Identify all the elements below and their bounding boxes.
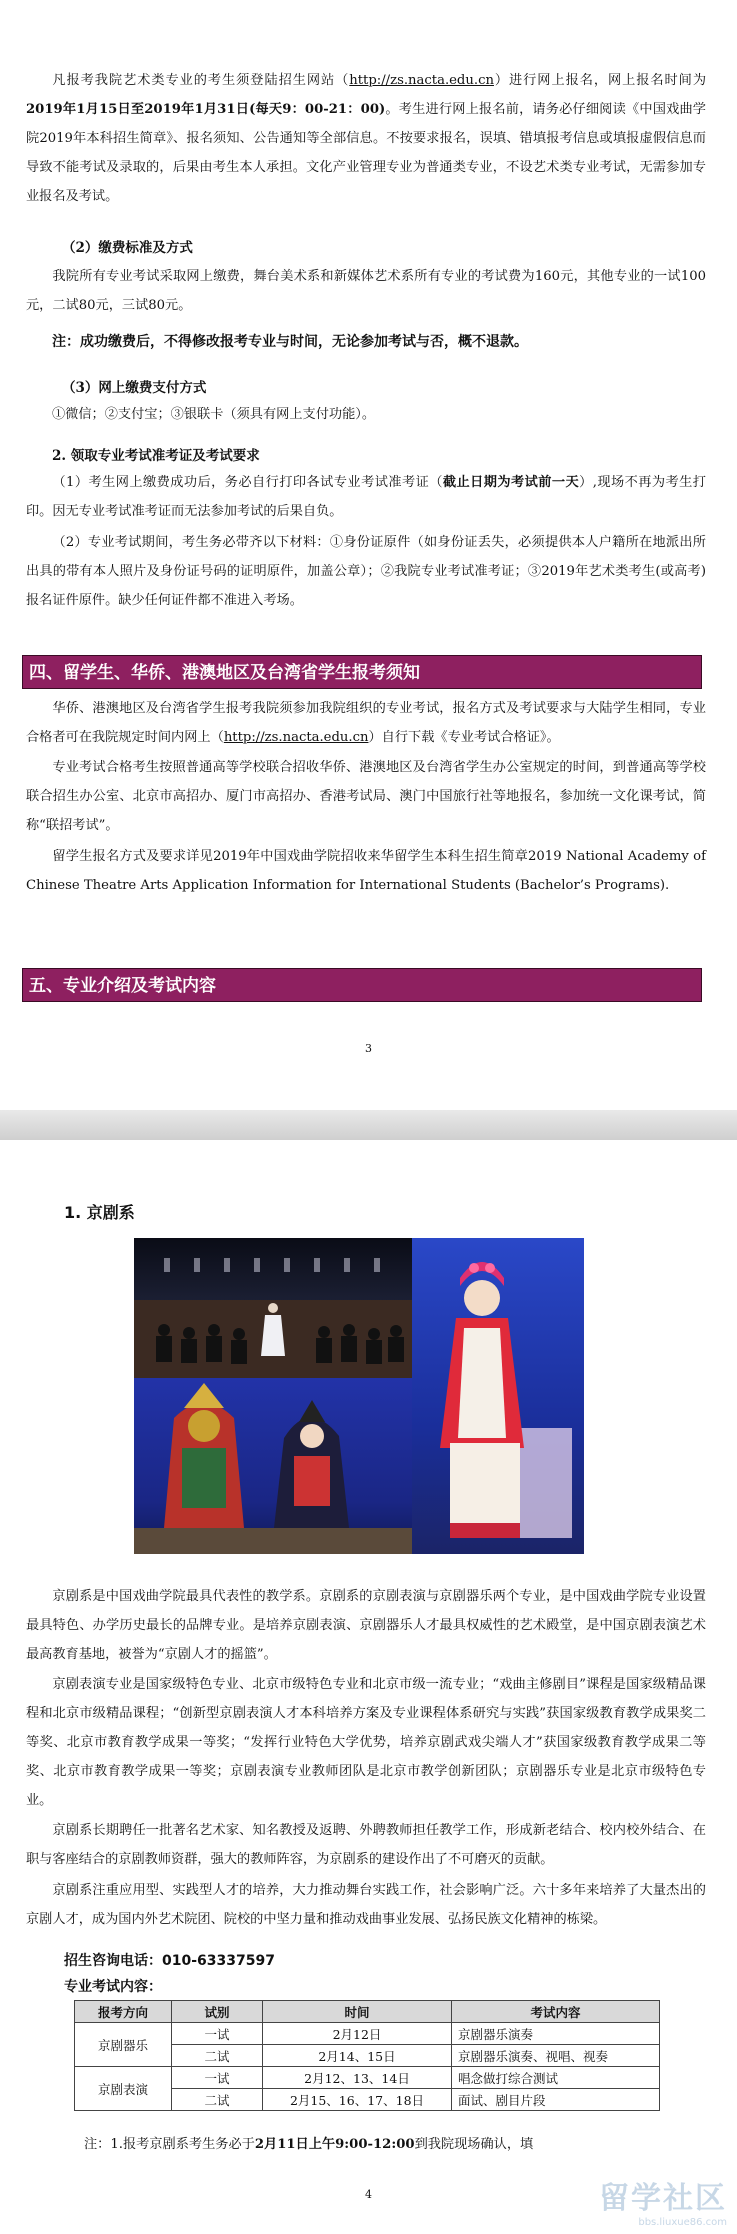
ticket-paragraph-2: （2）专业考试期间，考生务必带齐以下材料：①身份证原件（如身份证丢失，必须提供本人户籍所在地派出所出具的带有本人照片及身份证号码的证明原件，加盖公章）；②我院专业考试准考证；③2019年艺术类考生(或高考)报名证件原件。缺少任何证件都不准进入考场。 — [26, 535, 706, 608]
table-cell: 2月14、15日 — [263, 2045, 452, 2067]
reg-rest: 。考生进行网上报名前，请务必仔细阅读《中国戏曲学院2019年本科招生简章》、报名须知、公告通知等全部信息。不按要求报名，误填、错填报考信息或填报虚假信息而导致不能考试及录取的，后果由考生本人承担。文化产业管理专业为普通类专业，不设艺术类专业考试，无需参加专业报名及考试。 — [26, 102, 706, 204]
dept-title: 1. 京剧系 — [64, 1203, 135, 1222]
table-header-row — [75, 2001, 660, 2023]
registration-dates: 2019年1月15日至2019年1月31日(每天9：00-21：00) — [26, 102, 386, 117]
ticket-paragraph-1 — [26, 468, 706, 526]
watermark-logo: 留学社区 — [599, 2181, 727, 2216]
ticket-deadline: 截止日期为考试前一天 — [442, 475, 580, 490]
table-header: 报考方向 — [75, 2001, 172, 2023]
table-row — [75, 2067, 660, 2089]
footnote-c: 到我院现场确认，填 — [414, 2137, 534, 2152]
sec4-url-link[interactable]: http://zs.nacta.edu.cn — [223, 730, 369, 745]
table-cell: 京剧器乐演奏 — [452, 2023, 660, 2045]
page-3 — [0, 0, 737, 1110]
table-cell: 一试 — [172, 2067, 263, 2089]
payment-methods: ①微信；②支付宝；③银联卡（须具有网上支付功能）。 — [52, 407, 376, 422]
ticket-p1c: ）,现场不再为考生打印。因无专业考试准考证而无法参加考试的后果自负。 — [26, 475, 706, 519]
registration-url-link[interactable]: http://zs.nacta.edu.cn — [349, 73, 494, 88]
footnote-a: 注：1.报考京剧系考生务必于 — [84, 2137, 255, 2152]
exam-schedule-table — [74, 2000, 660, 2111]
performance-photo-collage — [134, 1238, 584, 1554]
table-header: 时间 — [263, 2001, 452, 2023]
table-cell: 2月15、16、17、18日 — [263, 2089, 452, 2111]
orchestra-photo — [134, 1238, 412, 1378]
section-4-banner: 四、留学生、华侨、港澳地区及台湾省学生报考须知 — [22, 655, 702, 689]
opera-scene-photo — [134, 1378, 412, 1554]
table-cell: 唱念做打综合测试 — [452, 2067, 660, 2089]
table-cell: 京剧器乐演奏、视唱、视奏 — [452, 2045, 660, 2067]
table-cell: 京剧表演 — [75, 2067, 172, 2111]
table-row — [75, 2023, 660, 2045]
watermark — [599, 2173, 727, 2228]
sec4-paragraph-2: 专业考试合格考生按照普通高等学校联合招收华侨、港澳地区及台湾省学生办公室规定的时间，到普通高等学校联合招生办公室、北京市高招办、厦门市高招办、香港考试局、澳门中国旅行社等地报名，参加统一文化课考试，简称“联招考试”。 — [26, 760, 706, 833]
section-5-banner: 五、专业介绍及考试内容 — [22, 968, 702, 1002]
sec4-p1a: 华侨、港澳地区及台湾省学生报考我院须参加我院组织的专业考试，报名方式及考试要求与大陆学生相同，专业合格者可在我院规定时间内网上（ — [26, 701, 706, 745]
table-header: 考试内容 — [452, 2001, 660, 2023]
table-cell: 2月12日 — [263, 2023, 452, 2045]
fee-subtitle: （2）缴费标准及方式 — [62, 240, 193, 256]
fee-paragraph: 我院所有专业考试采取网上缴费，舞台美术系和新媒体艺术系所有专业的考试费为160元，其他专业的一试100元，二试80元，三试80元。 — [26, 269, 706, 313]
page-separator — [0, 1110, 737, 1140]
footnote — [84, 2130, 684, 2159]
dept-intro-paragraph-4: 京剧系注重应用型、实践型人才的培养，大力推动舞台实践工作，社会影响广泛。六十多年来培养了大量杰出的京剧人才，成为国内外艺术院团、院校的中坚力量和推动戏曲事业发展、弘扬民族文化精神的栋梁。 — [26, 1883, 706, 1927]
ticket-subtitle: 2. 领取专业考试准考证及考试要求 — [52, 448, 260, 464]
footnote-date: 2月11日上午9:00-12:00 — [254, 2137, 415, 2152]
table-cell: 一试 — [172, 2023, 263, 2045]
admissions-phone: 招生咨询电话：010-63337597 — [64, 1953, 275, 1969]
actress-photo — [412, 1238, 584, 1554]
table-header: 试别 — [172, 2001, 263, 2023]
page-4 — [0, 1140, 737, 2234]
page-number: 3 — [365, 1042, 372, 1055]
sec4-p1b: ）自行下载《专业考试合格证》。 — [368, 730, 560, 745]
dept-intro-paragraph-3: 京剧系长期聘任一批著名艺术家、知名教授及返聘、外聘教师担任教学工作，形成新老结合、校内校外结合、在职与客座结合的京剧教师资群，强大的教师阵容，为京剧系的建设作出了不可磨灭的贡献。 — [26, 1823, 706, 1867]
payment-subtitle: （3）网上缴费支付方式 — [62, 380, 207, 396]
sec4-paragraph-3: 留学生报名方式及要求详见2019年中国戏曲学院招收来华留学生本科生招生简章2019 National Academy of Chinese Theatre Arts Application Information for International Students (Bachelor’s Programs). — [26, 849, 706, 893]
registration-paragraph — [26, 66, 706, 211]
sec4-paragraph-1 — [26, 694, 706, 752]
dept-intro-paragraph-1: 京剧系是中国戏曲学院最具代表性的教学系。京剧系的京剧表演与京剧器乐两个专业，是中国戏曲学院专业设置最具特色、办学历史最长的品牌专业。是培养京剧表演、京剧器乐人才最具权威性的艺术殿堂，是中国京剧表演艺术最高教育基地，被誉为“京剧人才的摇篮”。 — [26, 1589, 706, 1662]
table-cell: 二试 — [172, 2089, 263, 2111]
watermark-url: bbs.liuxue86.com — [638, 2217, 727, 2228]
dept-intro-paragraph-2: 京剧表演专业是国家级特色专业、北京市级特色专业和北京市级一流专业；“戏曲主修剧目”课程是国家级精品课程和北京市级精品课程；“创新型京剧表演人才本科培养方案及专业课程体系研究与实践”获国家级教育教学成果奖二等奖、北京市教育教学成果一等奖；“发挥行业特色大学优势，培养京剧武戏尖端人才”获国家级教育教学成果二等奖、北京市教育教学成果一等奖；京剧表演专业教师团队是北京市教学创新团队；京剧器乐专业是北京市级特色专业。 — [26, 1677, 706, 1808]
table-cell: 京剧器乐 — [75, 2023, 172, 2067]
reg-prefix: 凡报考我院艺术类专业的考生须登陆招生网站（ — [52, 73, 350, 88]
page-number: 4 — [365, 2188, 372, 2201]
fee-refund-note: 注：成功缴费后，不得修改报考专业与时间，无论参加考试与否，概不退款。 — [52, 334, 528, 350]
reg-mid: ）进行网上报名，网上报名时间为 — [493, 73, 707, 88]
exam-content-label: 专业考试内容： — [64, 1979, 162, 1995]
table-cell: 二试 — [172, 2045, 263, 2067]
ticket-p1a: （1）考生网上缴费成功后，务必自行打印各试专业考试准考证（ — [52, 475, 443, 490]
table-cell: 面试、剧目片段 — [452, 2089, 660, 2111]
table-cell: 2月12、13、14日 — [263, 2067, 452, 2089]
